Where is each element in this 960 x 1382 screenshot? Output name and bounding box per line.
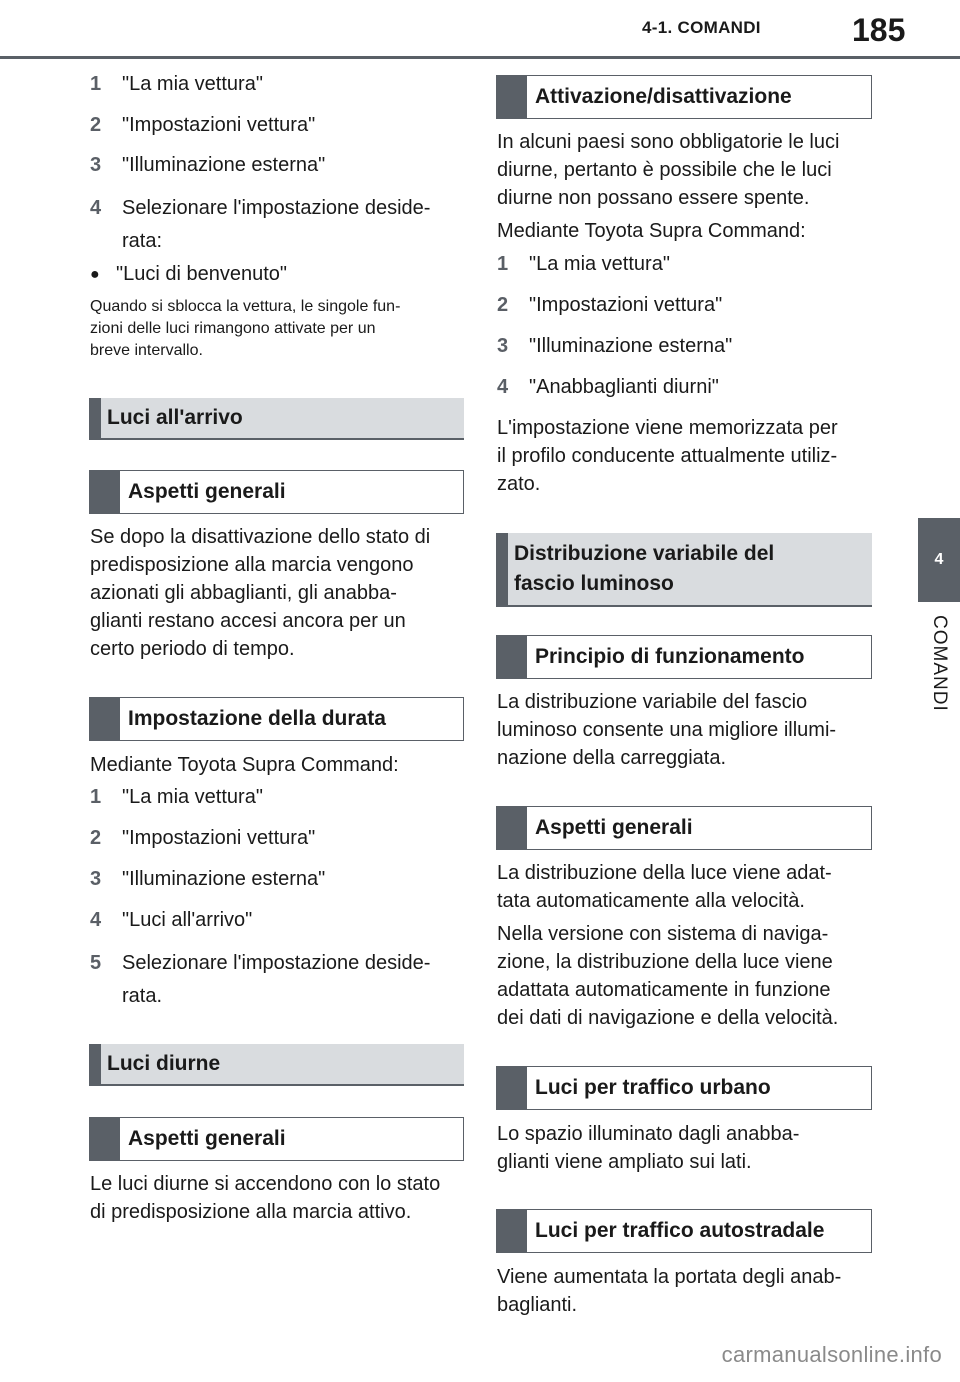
list-item (90, 260, 465, 289)
subsection-heading (496, 1066, 872, 1110)
heading-marker (90, 1118, 120, 1160)
bullet-text: "Luci di benvenuto" (116, 263, 287, 285)
paragraph: Viene aumentata la portata degli anab- baglianti. (497, 1266, 842, 1316)
step-number: 3 (90, 154, 102, 176)
heading-marker (497, 1210, 527, 1252)
step-number: 5 (90, 952, 102, 974)
step-text: "Impostazioni vettura" (529, 294, 723, 316)
paragraph: La distribuzione della luce viene adat- tata automaticamente alla velocità. (497, 862, 832, 912)
subsection-heading (496, 635, 872, 679)
step-text: Selezionare l'impostazione deside- rata: (122, 197, 431, 252)
step-item (90, 192, 465, 258)
subsection-heading-text: Impostazione della durata (128, 707, 386, 730)
heading-marker (497, 807, 527, 849)
heading-marker (497, 636, 527, 678)
step-item (497, 291, 872, 319)
step-number: 1 (90, 73, 102, 95)
paragraph: La distribuzione variabile del fascio luminoso consente una migliore illumi- nazione della carreggiata. (497, 691, 837, 769)
paragraph: Se dopo la disattivazione dello stato di predisposizione alla marcia vengono azionati gli abbaglianti, gli anabba- glianti restano accesi ancora per un certo periodo di tempo. (90, 526, 431, 660)
step-number: 2 (90, 114, 102, 136)
step-item (497, 373, 872, 401)
step-item (90, 865, 465, 893)
chapter-tab-label: COMANDI (929, 615, 950, 712)
step-item (90, 783, 465, 811)
step-text: "Illuminazione esterna" (122, 868, 326, 890)
step-text: "Impostazioni vettura" (122, 827, 316, 849)
heading-marker (90, 698, 120, 740)
step-item (90, 70, 465, 98)
heading-marker (497, 76, 527, 118)
section-heading (89, 1044, 464, 1086)
section-heading (89, 398, 464, 440)
subsection-heading-text: Luci per traffico autostradale (535, 1219, 825, 1242)
step-text: "La mia vettura" (122, 786, 263, 808)
step-number: 3 (497, 335, 509, 357)
step-number: 1 (90, 786, 102, 808)
step-text: "Impostazioni vettura" (122, 114, 316, 136)
section-heading-text: Distribuzione variabile del fascio luminoso (514, 542, 775, 595)
note-text: Quando si sblocca la vettura, le singole fun- zioni delle luci rimangono attivate per un breve intervallo. (90, 298, 401, 359)
header-rule (0, 56, 960, 59)
step-item (90, 111, 465, 139)
step-number: 4 (497, 376, 509, 398)
subsection-heading-text: Luci per traffico urbano (535, 1076, 771, 1099)
subsection-heading (496, 806, 872, 850)
heading-marker (497, 1067, 527, 1109)
chapter-title: 4-1. COMANDI (642, 18, 761, 37)
subsection-heading (89, 697, 464, 741)
step-text: "Illuminazione esterna" (122, 154, 326, 176)
watermark-link[interactable]: carmanualsonline.info (721, 1342, 942, 1367)
chapter-tab-number: 4 (934, 551, 944, 568)
step-number: 3 (90, 868, 102, 890)
step-text: Selezionare l'impostazione deside- rata. (122, 952, 431, 1007)
step-text: "La mia vettura" (122, 73, 263, 95)
paragraph: Lo spazio illuminato dagli anabba- glianti viene ampliato sui lati. (497, 1123, 800, 1173)
section-heading-text: Luci all'arrivo (107, 406, 243, 429)
paragraph: Le luci diurne si accendono con lo stato di predisposizione alla marcia attivo. (90, 1173, 441, 1223)
page-number: 185 (852, 12, 906, 48)
step-item (90, 151, 465, 179)
step-item (90, 824, 465, 852)
paragraph: Mediante Toyota Supra Command: (497, 220, 806, 242)
subsection-heading-text: Aspetti generali (128, 1127, 286, 1150)
step-number: 4 (90, 909, 102, 931)
subsection-heading (496, 75, 872, 119)
step-number: 2 (90, 827, 102, 849)
subsection-heading (89, 470, 464, 514)
subsection-heading-text: Aspetti generali (128, 480, 286, 503)
step-text: "Luci all'arrivo" (122, 909, 253, 931)
paragraph: Nella versione con sistema di naviga- zione, la distribuzione della luce viene adattata automaticamente in funzione dei dati di navigazione e della velocità. (497, 923, 839, 1029)
bullet-icon: ● (90, 266, 100, 283)
paragraph: Mediante Toyota Supra Command: (90, 754, 399, 776)
step-number: 1 (497, 253, 509, 275)
subsection-heading-text: Aspetti generali (535, 816, 693, 839)
heading-marker (90, 471, 120, 513)
step-item (90, 947, 465, 1013)
step-number: 2 (497, 294, 509, 316)
step-text: "La mia vettura" (529, 253, 670, 275)
step-number: 4 (90, 197, 102, 219)
step-item (497, 250, 872, 278)
step-text: "Illuminazione esterna" (529, 335, 733, 357)
section-heading (496, 533, 872, 607)
step-item (497, 332, 872, 360)
paragraph: L'impostazione viene memorizzata per il profilo conducente attualmente utiliz- zato. (497, 417, 838, 495)
subsection-heading (89, 1117, 464, 1161)
paragraph: In alcuni paesi sono obbligatorie le luci diurne, pertanto è possibile che le luci diurne non possano essere spente. (497, 131, 840, 209)
chapter-tab[interactable] (918, 518, 960, 602)
step-item (90, 906, 465, 934)
subsection-heading-text: Attivazione/disattivazione (535, 85, 792, 108)
subsection-heading (496, 1209, 872, 1253)
step-text: "Anabbaglianti diurni" (529, 376, 719, 398)
section-heading-text: Luci diurne (107, 1052, 221, 1075)
subsection-heading-text: Principio di funzionamento (535, 645, 805, 668)
